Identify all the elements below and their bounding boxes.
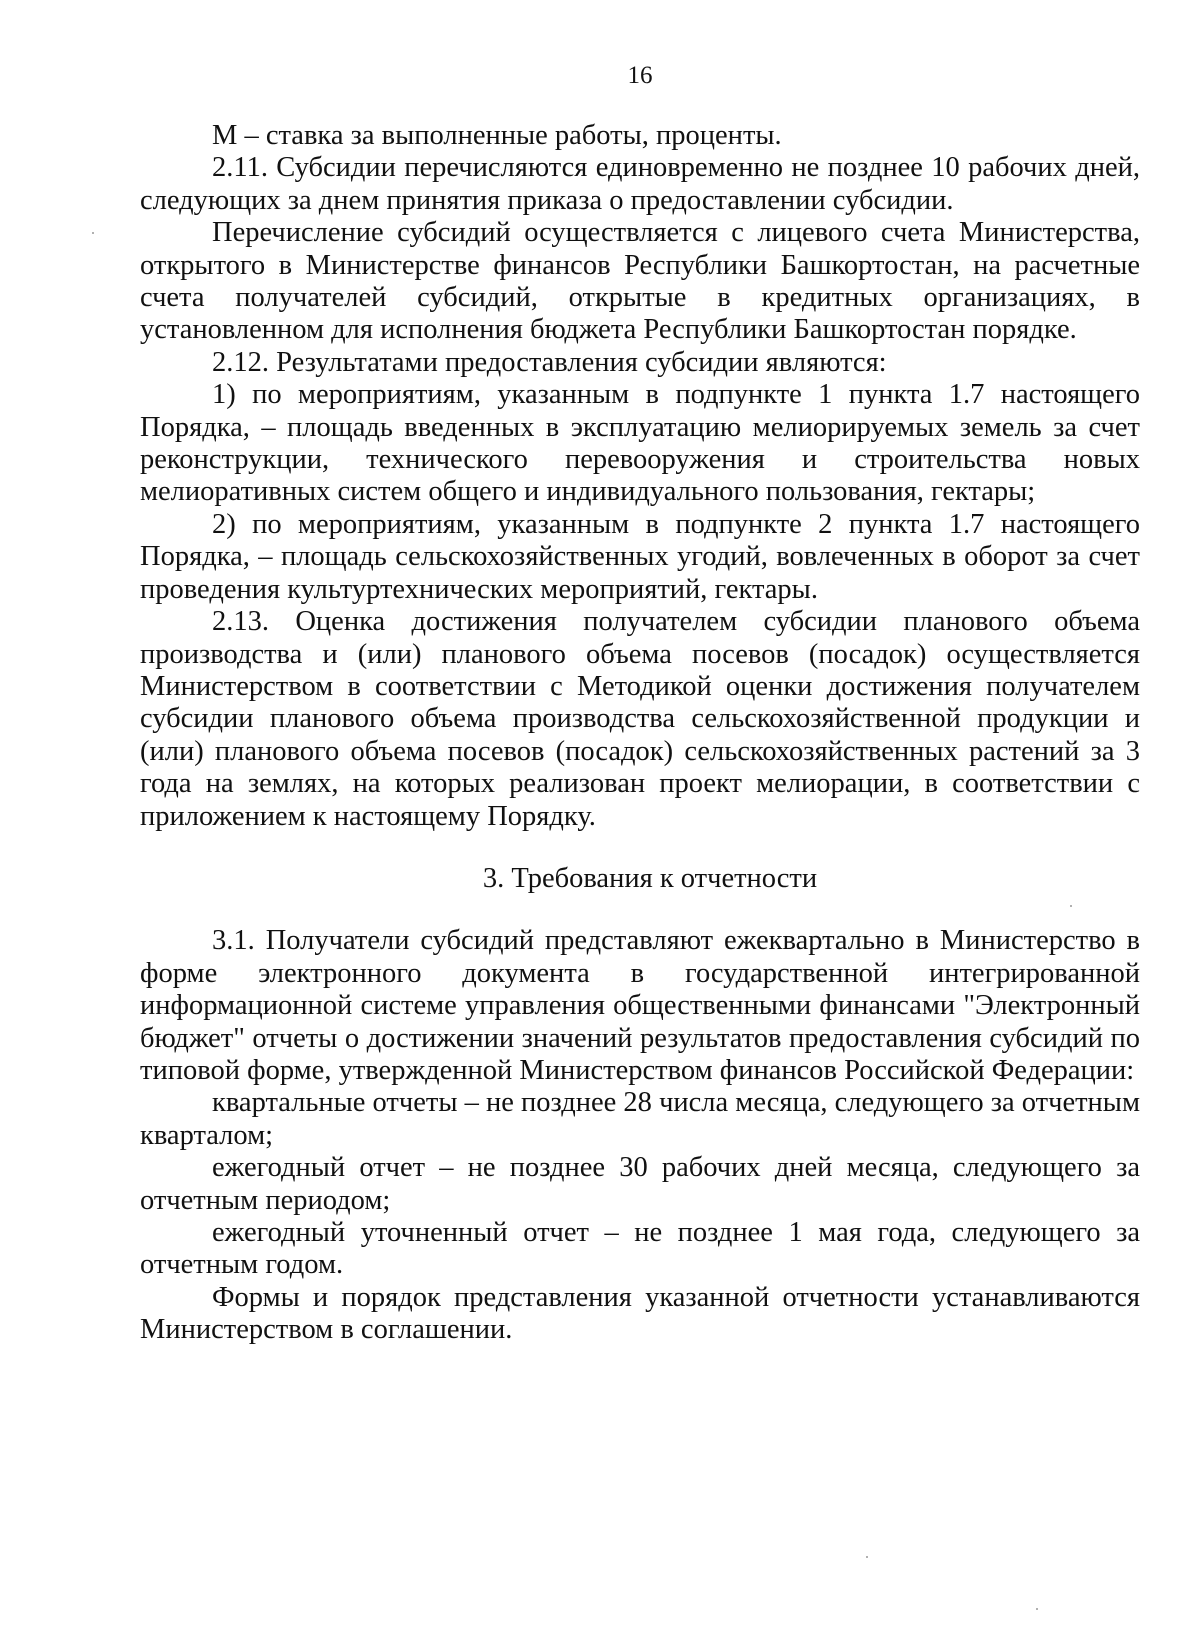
section-heading bbox=[140, 863, 1140, 895]
scan-speck bbox=[1070, 905, 1072, 907]
scan-speck bbox=[1036, 1608, 1038, 1610]
paragraph-transfer: Перечисление субсидий осуществляется с лицевого счета Министерства, открытого в Министерстве финансов Республики Башкортостан, на расчетные счета получателей субсидий, открытые в кредитных организациях, в установленном для исполнения бюджета Республики Башкортостан порядке. bbox=[140, 217, 1140, 346]
paragraph-forms-and-procedure: Формы и порядок представления указанной отчетности устанавливаются Министерством в соглашении. bbox=[140, 1281, 1140, 1346]
document-body bbox=[140, 120, 1140, 1347]
scan-speck bbox=[866, 1556, 868, 1558]
paragraph-rate-definition: М – ставка за выполненные работы, проценты. bbox=[212, 120, 782, 151]
section-heading-text: 3. Требования к отчетности bbox=[482, 862, 818, 894]
paragraph-quarterly-reports: квартальные отчеты – не позднее 28 числа месяца, следующего за отчетным кварталом; bbox=[140, 1087, 1140, 1151]
paragraph-annual-refined-report: ежегодный уточненный отчет – не позднее 1 мая года, следующего за отчетным годом. bbox=[140, 1217, 1140, 1281]
paragraph-2-12-item-1: 1) по мероприятиям, указанным в подпункте 1 пункта 1.7 настоящего Порядка, – площадь введенных в эксплуатацию мелиорируемых земель за счет реконструкции, технического перевооружения и строительства новых мелиоративных систем общего и индивидуального пользования, гектары; bbox=[140, 379, 1140, 508]
paragraph-2-11: 2.11. Субсидии перечисляются единовременно не позднее 10 рабочих дней, следующих за днем принятия приказа о предоставлении субсидии. bbox=[140, 152, 1140, 216]
scan-speck bbox=[92, 232, 94, 234]
paragraph-annual-report: ежегодный отчет – не позднее 30 рабочих дней месяца, следующего за отчетным периодом; bbox=[140, 1152, 1140, 1216]
paragraph-3-1: 3.1. Получатели субсидий представляют ежеквартально в Министерство в форме электронного документа в государственной интегрированной информационной системе управления общественными финансами "Электронный бюджет" отчеты о достижении значений результатов предоставления субсидий по типовой форме, утвержденной Министерством финансов Российской Федерации: bbox=[140, 925, 1140, 1086]
page-number: 16 bbox=[627, 62, 653, 89]
paragraph-2-13: 2.13. Оценка достижения получателем субсидии планового объема производства и (или) планового объема посевов (посадок) осуществляется Министерством в соответствии с Методикой оценки достижения получателем субсидии планового объема производства сельскохозяйственной продукции и (или) планового объема посевов (посадок) сельскохозяйственных растений за 3 года на землях, на которых реализован проект мелиорации, в соответствии с приложением к настоящему Порядку. bbox=[140, 606, 1140, 832]
paragraph-2-12: 2.12. Результатами предоставления субсидии являются: bbox=[212, 346, 887, 378]
paragraph-2-12-item-2: 2) по мероприятиям, указанным в подпункте 2 пункта 1.7 настоящего Порядка, – площадь сельскохозяйственных угодий, вовлеченных в оборот за счет проведения культуртехнических мероприятий, гектары. bbox=[140, 508, 1140, 605]
